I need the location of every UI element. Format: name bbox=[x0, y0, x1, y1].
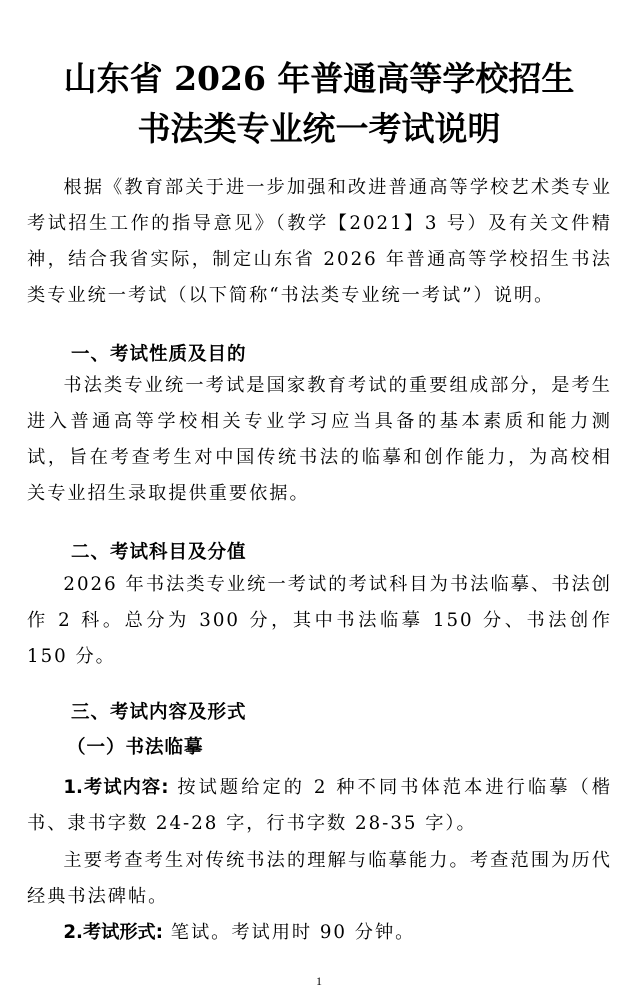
section-2-body: 2026 年书法类专业统一考试的考试科目为书法临摹、书法创作 2 科。总分为 300 分，其中书法临摹 150 分、书法创作 150 分。 bbox=[27, 574, 612, 667]
section-1-body: 书法类专业统一考试是国家教育考试的重要组成部分，是考生进入普通高等学校相关专业学习应当具备的基本素质和能力测试，旨在考查考生对中国传统书法的临摹和创作能力，为高校相关专业招生录取提供重要依据。 bbox=[27, 375, 612, 504]
exam-content-item bbox=[27, 770, 612, 842]
section-1-heading: 一、考试性质及目的 bbox=[71, 344, 247, 365]
page-number: 1 bbox=[316, 974, 322, 988]
exam-content-label: 1.考试内容: bbox=[63, 777, 169, 798]
subsection-calligraphy-copying-heading: （一）书法临摹 bbox=[67, 737, 204, 758]
document-title-line-1: 山东省 2026 年普通高等学校招生 bbox=[63, 59, 575, 99]
intro-paragraph: 根据《教育部关于进一步加强和改进普通高等学校艺术类专业考试招生工作的指导意见》（教学【2021】3 号）及有关文件精神，结合我省实际，制定山东省 2026 年普通高等学校招生书法类专业统一考试（以下简称“书法类专业统一考试”）说明。 bbox=[27, 177, 612, 306]
document-title-line-2: 书法类专业统一考试说明 bbox=[137, 109, 501, 149]
exam-format-item bbox=[27, 915, 612, 951]
exam-format-text: 笔试。考试用时 90 分钟。 bbox=[162, 922, 416, 943]
section-3-heading: 三、考试内容及形式 bbox=[71, 702, 247, 723]
exam-content-text: 按试题给定的 2 种不同书体范本进行临摹（楷书、隶书字数 24-28 字，行书字数 28-35 字）。 bbox=[27, 777, 612, 834]
section-2-heading: 二、考试科目及分值 bbox=[71, 542, 247, 563]
exam-format-label: 2.考试形式: bbox=[63, 922, 163, 943]
exam-content-extra: 主要考查考生对传统书法的理解与临摹能力。考查范围为历代经典书法碑帖。 bbox=[27, 850, 612, 907]
